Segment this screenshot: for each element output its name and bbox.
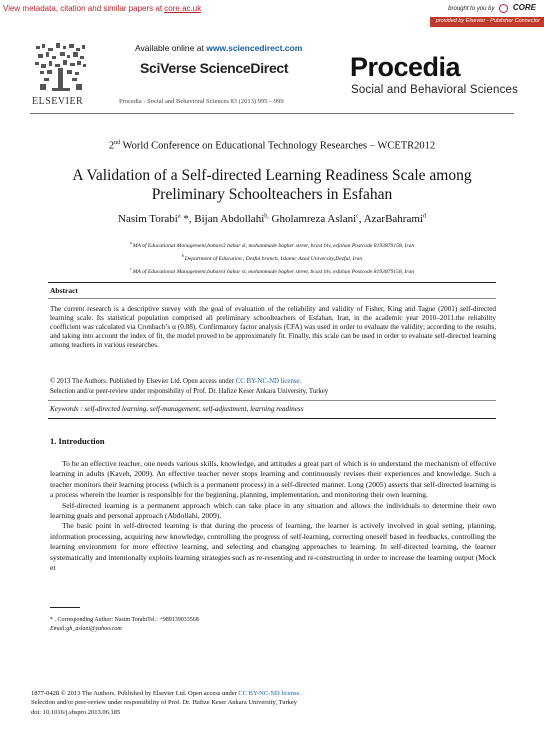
footnote-email: Email:gh_aslani@yahoo.com bbox=[50, 626, 122, 632]
keywords-bottom-rule bbox=[48, 418, 496, 419]
author-affiliation-mark: b, bbox=[264, 213, 269, 220]
title-line-2: Preliminary Schoolteachers in Esfahan bbox=[151, 186, 393, 203]
license-link[interactable]: CC BY-NC-ND license. bbox=[235, 378, 302, 385]
elsevier-wordmark: ELSEVIER bbox=[32, 96, 84, 107]
author-name: Nasim Torabi bbox=[118, 213, 178, 225]
provided-by-text: provided by Elsevier - Publisher Connector bbox=[435, 18, 540, 24]
abstract-head-rule bbox=[48, 298, 496, 299]
affiliation-text: Department of Education , Dezful branch, Islamic Azad University,Dezful, Iran bbox=[184, 255, 363, 262]
introduction-body bbox=[50, 459, 496, 573]
affiliation-text: MA of Educational Management,bahare3 bahar st, mohammade bagher street, bcast blv, esfahan Postcode 8193879158, Iran bbox=[132, 268, 415, 275]
abstract-top-rule bbox=[48, 282, 496, 283]
keywords-rule bbox=[48, 400, 496, 401]
conference-ordinal: 2 bbox=[108, 140, 115, 152]
section-heading-introduction: 1. Introduction bbox=[50, 436, 105, 446]
core-view-text: View metadata, citation and similar papers at bbox=[3, 4, 163, 13]
author-separator: , bbox=[358, 213, 364, 225]
core-metadata-line bbox=[3, 4, 201, 13]
elsevier-tree-logo-icon bbox=[32, 40, 90, 98]
procedia-subtitle: Social and Behavioral Sciences bbox=[351, 84, 519, 96]
author-name: AzarBahrami bbox=[363, 213, 423, 225]
footer-license-link[interactable]: CC BY-NC-ND license. bbox=[238, 690, 302, 697]
abstract-heading: Abstract bbox=[50, 286, 78, 295]
footer-doi: doi: 10.1016/j.sbspro.2013.06.185 bbox=[31, 708, 121, 716]
author-affiliation-mark: a bbox=[177, 213, 181, 220]
footer-line-1 bbox=[31, 689, 301, 698]
procedia-logo: Procedia bbox=[350, 52, 461, 82]
intro-paragraph: Self-directed learning is a permanent approach which can take place in any situation and allows the individuals to determine their own learning goals and personal approach (Abdollahi, 2009). bbox=[50, 500, 496, 521]
footnote bbox=[50, 616, 199, 634]
author-separator: *, bbox=[180, 213, 195, 225]
sciverse-logo: SciVerse ScienceDirect bbox=[140, 60, 289, 76]
author-affiliation-mark: c bbox=[356, 213, 359, 220]
journal-citation: Procedia - Social and Behavioral Sciences 83 (2013) 995 – 999 bbox=[119, 98, 284, 105]
author-name: Bijan Abdollahi bbox=[194, 213, 265, 225]
footnote-author: * . Corresponding Author: Nasim TorabiTel.: +989139033568 bbox=[50, 617, 199, 623]
page-footer bbox=[31, 689, 301, 717]
core-logo[interactable]: CORE bbox=[512, 3, 536, 12]
header-divider bbox=[30, 113, 514, 114]
affiliation-text: MA of Educational Management,bahare3 bahar st, mohammade bagher street, bcast blv, esfahan Postcode 8193879158, Iran bbox=[132, 242, 415, 249]
author-list bbox=[0, 213, 544, 225]
footnote-rule bbox=[50, 607, 80, 608]
brought-by bbox=[448, 3, 536, 13]
copyright-line bbox=[50, 377, 496, 387]
affiliation-mark: c bbox=[129, 265, 133, 271]
copyright-block bbox=[50, 377, 496, 397]
affiliation-line bbox=[40, 264, 504, 277]
affiliation-line bbox=[40, 251, 504, 264]
author-affiliation-mark: d bbox=[422, 213, 426, 220]
provided-by-bar bbox=[430, 17, 544, 27]
author-name: Gholamreza Aslani bbox=[271, 213, 357, 225]
selection-line: Selection and/or peer-review under responsibility of Prof. Dr. Hafize Keser Ankara University, Turkey bbox=[50, 388, 329, 395]
core-banner bbox=[0, 0, 544, 28]
title-line-1: A Validation of a Self-directed Learning Readiness Scale among bbox=[72, 167, 472, 184]
affiliation-mark: a bbox=[129, 240, 133, 245]
intro-paragraph: To be an effective teacher, one needs various skills, knowledge, and attitudes a great part of which is to understand the mechanism of effective learning in adults (Kaveh, 2009). An effective teacher never stops learning and continuously revises their experiences and knowledge. Such a teacher monitors their learning process (which is a permanent process) in a self-directed manner. Long (2005) asserts that self-directed learning is a process wherein the learner is responsible for the beginning, planning, implementation, and monitoring their own learning. bbox=[50, 459, 496, 500]
core-link[interactable]: core.ac.uk bbox=[164, 4, 202, 13]
affiliation-mark: b bbox=[181, 252, 185, 258]
intro-paragraph: The basic point in self-directed learning is that during the process of learning, the learner is actively involved in goal setting, planning, information processing, acquiring new knowledge, controlling the progress of self-learning, correcting oneself based in feedbacks, controlling the learning environment for more effective learning, and selecting and changing approaches to learning. In self-directed learning, the learner systematically and intentionally exploits learning strategies such as re-resenting and re-constructing in order to increase the learning output (Mock et bbox=[50, 521, 496, 573]
available-online bbox=[135, 43, 302, 53]
paper-title bbox=[40, 166, 504, 204]
sciencedirect-link[interactable]: www.sciencedirect.com bbox=[206, 43, 303, 53]
conference-name: World Conference on Educational Technology Researches – WCETR2012 bbox=[122, 140, 436, 152]
core-logo-icon[interactable] bbox=[499, 4, 508, 13]
conference-line bbox=[0, 140, 544, 152]
keywords: Keywords : self-directed learning, self-management, self-adjustment, learning readiness bbox=[50, 405, 304, 413]
available-prefix: Available online at bbox=[135, 43, 204, 53]
brought-by-text: brought to you by bbox=[448, 6, 495, 12]
conference-ordinal-sup: nd bbox=[114, 140, 121, 146]
footer-line-2: Selection and/or peer-review under responsibility of Prof. Dr. Hafize Keser Ankara University, Turkey bbox=[31, 699, 298, 707]
affiliation-line bbox=[40, 238, 504, 251]
copyright-text: © 2013 The Authors. Published by Elsevier Ltd. Open access under bbox=[50, 378, 234, 385]
abstract-text: The current research is a descriptive survey with the goal of evaluation of the reliability and validity of Fisher, King and Tague (2001) self-directed learning scale. Its statistical population comprised all preliminary schoolteachers of Esfahan, Iran, in the academic year 2010–2011.the reliability coefficient was calculated via Cronbach’s α (0.88). Confirmatory factor analysis (CFA) was used in order to evaluate the validity; according to the results, and taking into account the index of fit, the model proved to be approximately fit. Finally, this scale can be used in order to evaluate self-directed learning among teachers in various researches. bbox=[50, 305, 496, 350]
affiliation-list bbox=[40, 238, 504, 277]
footer-issn: 1877-0428 © 2013 The Authors. Published by Elsevier Ltd. Open access under bbox=[31, 690, 237, 697]
